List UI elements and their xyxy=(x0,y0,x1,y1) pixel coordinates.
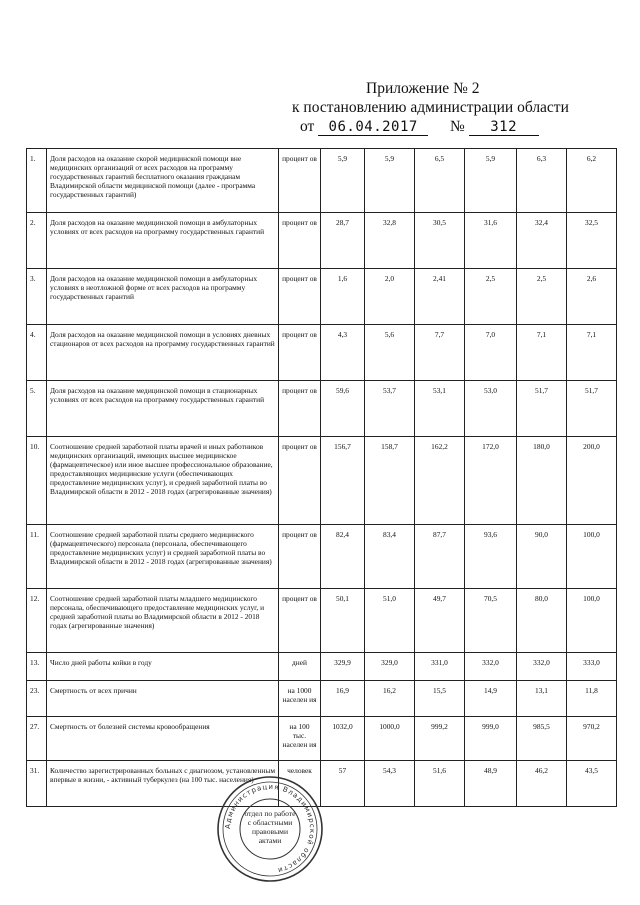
value-cell: 53,1 xyxy=(415,381,465,437)
value-cell: 7,7 xyxy=(415,325,465,381)
table-row xyxy=(27,269,617,325)
value-cell: 180,0 xyxy=(517,437,567,525)
indicator-name: Число дней работы койки в году xyxy=(47,653,279,681)
value-cell: 156,7 xyxy=(321,437,365,525)
indicator-name: Доля расходов на оказание медицинской помощи в условиях дневных стационаров от всех расходов на программу государственных гарантий xyxy=(47,325,279,381)
value-cell: 32,4 xyxy=(517,213,567,269)
value-cell: 329,9 xyxy=(321,653,365,681)
table-row xyxy=(27,717,617,761)
value-cell: 50,1 xyxy=(321,589,365,653)
value-cell: 16,2 xyxy=(365,681,415,717)
value-cell: 100,0 xyxy=(567,525,617,589)
unit-cell: на 100 тыс. населен ия xyxy=(279,717,321,761)
value-cell: 46,2 xyxy=(517,761,567,807)
value-cell: 158,7 xyxy=(365,437,415,525)
indicator-name: Доля расходов на оказание медицинской помощи в амбулаторных условиях в неотложной форме от всех расходов на программу государственных гарантий xyxy=(47,269,279,325)
table-row xyxy=(27,437,617,525)
value-cell: 172,0 xyxy=(465,437,517,525)
value-cell: 59,6 xyxy=(321,381,365,437)
row-number: 12. xyxy=(27,589,47,653)
unit-cell: процент ов xyxy=(279,269,321,325)
value-cell: 30,5 xyxy=(415,213,465,269)
appendix-title: Приложение № 2 xyxy=(366,80,480,97)
value-cell: 83,4 xyxy=(365,525,415,589)
value-cell: 999,2 xyxy=(415,717,465,761)
unit-cell: процент ов xyxy=(279,325,321,381)
row-number: 27. xyxy=(27,717,47,761)
value-cell: 16,9 xyxy=(321,681,365,717)
official-seal xyxy=(216,775,324,883)
value-cell: 13,1 xyxy=(517,681,567,717)
unit-cell: процент ов xyxy=(279,437,321,525)
value-cell: 1000,0 xyxy=(365,717,415,761)
indicator-name: Соотношение средней заработной платы младшего медицинского персонала, обеспечивающего предоставление медицинских услуг, и средней заработной платы во Владимирской области в 2012 - 2018 годах (агрегированные значения) xyxy=(47,589,279,653)
unit-cell: дней xyxy=(279,653,321,681)
table-row xyxy=(27,589,617,653)
value-cell: 332,0 xyxy=(517,653,567,681)
value-cell: 51,7 xyxy=(517,381,567,437)
value-cell: 7,1 xyxy=(567,325,617,381)
value-cell: 5,9 xyxy=(465,149,517,213)
value-cell: 51,7 xyxy=(567,381,617,437)
row-number: 10. xyxy=(27,437,47,525)
indicator-name: Смертность от болезней системы кровообращения xyxy=(47,717,279,761)
value-cell: 2,5 xyxy=(517,269,567,325)
indicator-name: Доля расходов на оказание медицинской помощи в стационарных условиях от всех расходов на программу государственных гарантий xyxy=(47,381,279,437)
value-cell: 970,2 xyxy=(567,717,617,761)
table-row xyxy=(27,681,617,717)
value-cell: 331,0 xyxy=(415,653,465,681)
value-cell: 5,9 xyxy=(321,149,365,213)
value-cell: 49,7 xyxy=(415,589,465,653)
value-cell: 28,7 xyxy=(321,213,365,269)
date-field xyxy=(318,119,428,136)
value-cell: 5,9 xyxy=(365,149,415,213)
row-number: 23. xyxy=(27,681,47,717)
unit-cell: процент ов xyxy=(279,213,321,269)
indicators-table xyxy=(26,148,617,807)
row-number: 3. xyxy=(27,269,47,325)
value-cell: 31,6 xyxy=(465,213,517,269)
number-field xyxy=(469,119,539,136)
row-number: 1. xyxy=(27,149,47,213)
row-number: 5. xyxy=(27,381,47,437)
value-cell: 200,0 xyxy=(567,437,617,525)
value-cell: 43,5 xyxy=(567,761,617,807)
value-cell: 333,0 xyxy=(567,653,617,681)
value-cell: 2,41 xyxy=(415,269,465,325)
value-cell: 70,5 xyxy=(465,589,517,653)
table-row xyxy=(27,149,617,213)
value-cell: 7,0 xyxy=(465,325,517,381)
unit-cell: на 1000 населен ия xyxy=(279,681,321,717)
value-cell: 2,0 xyxy=(365,269,415,325)
date-number-line xyxy=(300,118,539,136)
value-cell: 1,6 xyxy=(321,269,365,325)
value-cell: 32,5 xyxy=(567,213,617,269)
seal-ring-text: Администрация Владимирской области xyxy=(223,782,317,875)
date-value: 06.04.2017 xyxy=(328,119,418,135)
table-row xyxy=(27,525,617,589)
indicator-name: Соотношение средней заработной платы среднего медицинского (фармацевтического) персонала (персонала, обеспечивающего предоставление медицинских услуг) и средней заработной платы во Владимирской области в 2012 - 2018 годах (агрегированные значения) xyxy=(47,525,279,589)
table-row xyxy=(27,325,617,381)
value-cell: 6,2 xyxy=(567,149,617,213)
value-cell: 329,0 xyxy=(365,653,415,681)
value-cell: 15,5 xyxy=(415,681,465,717)
indicator-name: Доля расходов на оказание скорой медицинской помощи вне медицинских организаций от всех расходов на программу государственных гарантий бесплатного оказания гражданам Владимирской области медицинской помощи (далее - программа государственных гарантий) xyxy=(47,149,279,213)
value-cell: 6,5 xyxy=(415,149,465,213)
seal-center-text: отдел по работе с областными правовыми актами xyxy=(244,809,296,845)
table-row xyxy=(27,653,617,681)
unit-cell: процент ов xyxy=(279,525,321,589)
indicator-name: Смертность от всех причин xyxy=(47,681,279,717)
value-cell: 90,0 xyxy=(517,525,567,589)
value-cell: 162,2 xyxy=(415,437,465,525)
value-cell: 87,7 xyxy=(415,525,465,589)
value-cell: 53,0 xyxy=(465,381,517,437)
row-number: 13. xyxy=(27,653,47,681)
unit-cell: процент ов xyxy=(279,589,321,653)
row-number: 11. xyxy=(27,525,47,589)
value-cell: 985,5 xyxy=(517,717,567,761)
indicator-name: Количество зарегистрированных больных с диагнозом, установленным впервые в жизни, - активный туберкулез (на 100 тыс. населения) xyxy=(47,761,279,807)
value-cell: 7,1 xyxy=(517,325,567,381)
table-row xyxy=(27,381,617,437)
value-cell: 53,7 xyxy=(365,381,415,437)
value-cell: 82,4 xyxy=(321,525,365,589)
unit-cell: процент ов xyxy=(279,381,321,437)
value-cell: 11,8 xyxy=(567,681,617,717)
resolution-line: к постановлению администрации области xyxy=(292,99,569,116)
value-cell: 14,9 xyxy=(465,681,517,717)
value-cell: 32,8 xyxy=(365,213,415,269)
table-row xyxy=(27,213,617,269)
row-number: 2. xyxy=(27,213,47,269)
unit-cell: человек xyxy=(279,761,321,807)
unit-cell: процент ов xyxy=(279,149,321,213)
value-cell: 4,3 xyxy=(321,325,365,381)
value-cell: 1032,0 xyxy=(321,717,365,761)
value-cell: 5,6 xyxy=(365,325,415,381)
row-number: 31. xyxy=(27,761,47,807)
value-cell: 48,9 xyxy=(465,761,517,807)
value-cell: 51,0 xyxy=(365,589,415,653)
value-cell: 57 xyxy=(321,761,365,807)
value-cell: 999,0 xyxy=(465,717,517,761)
number-label: № xyxy=(449,118,465,135)
value-cell: 2,5 xyxy=(465,269,517,325)
value-cell: 332,0 xyxy=(465,653,517,681)
value-cell: 2,6 xyxy=(567,269,617,325)
value-cell: 54,3 xyxy=(365,761,415,807)
number-value: 312 xyxy=(490,119,518,135)
from-label: от xyxy=(300,118,315,135)
value-cell: 93,6 xyxy=(465,525,517,589)
value-cell: 80,0 xyxy=(517,589,567,653)
value-cell: 100,0 xyxy=(567,589,617,653)
row-number: 4. xyxy=(27,325,47,381)
value-cell: 51,6 xyxy=(415,761,465,807)
value-cell: 6,3 xyxy=(517,149,567,213)
indicator-name: Соотношение средней заработной платы врачей и иных работников медицинских организаций, имеющих высшее медицинское (фармацевтическое) или иное высшее профессиональное образование, предоставляющих медицинские услуги (обеспечивающих предоставление медицинских услуг), и средней заработной платы во Владимирской области в 2012 - 2018 годах (агрегированные значения) xyxy=(47,437,279,525)
indicator-name: Доля расходов на оказание медицинской помощи в амбулаторных условиях от всех расходов на программу государственных гарантий xyxy=(47,213,279,269)
